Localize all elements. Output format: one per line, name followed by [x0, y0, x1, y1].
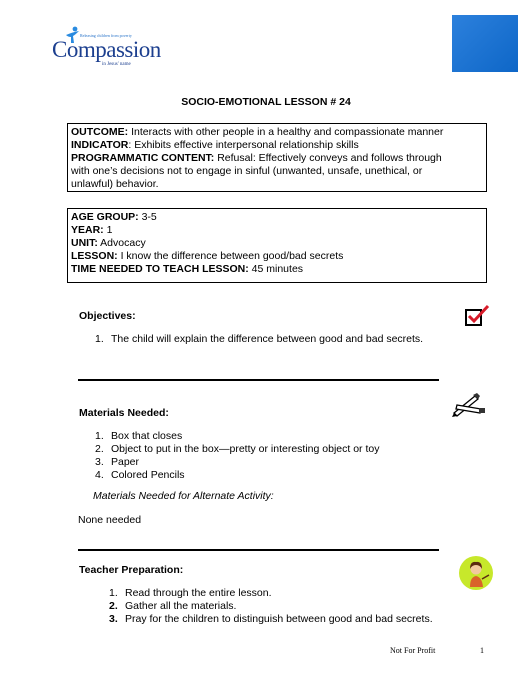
year-value: 1: [103, 224, 113, 236]
list-item: [95, 430, 455, 443]
list-item: [95, 443, 455, 456]
unit-line: [71, 237, 483, 250]
teacher-icon: [458, 555, 494, 591]
materials-list: [95, 430, 455, 482]
item-text: Box that closes: [111, 430, 183, 442]
time-label: TIME NEEDED TO TEACH LESSON:: [71, 263, 249, 275]
item-number: 3.: [95, 456, 104, 468]
item-number: 3.: [109, 613, 118, 625]
programmatic-line: [71, 152, 483, 165]
year-line: [71, 224, 483, 237]
lesson-value: I know the difference between good/bad secrets: [117, 250, 344, 262]
outcome-line: [71, 126, 483, 139]
objectives-list: [95, 333, 455, 346]
lesson-info-box: [67, 208, 487, 283]
item-text: Pray for the children to distinguish between good and bad secrets.: [125, 613, 433, 625]
lesson-label: LESSON:: [71, 250, 118, 262]
programmatic-line-3: unlawful) behavior.: [71, 178, 159, 190]
logo-tagline: Releasing children from poverty: [80, 33, 132, 38]
programmatic-text: Refusal: Effectively conveys and follows through: [214, 152, 442, 164]
outcome-text: Interacts with other people in a healthy and compassionate manner: [128, 126, 444, 138]
time-line: [71, 263, 483, 276]
year-label: YEAR:: [71, 224, 104, 236]
item-text: Paper: [111, 456, 140, 468]
teacher-prep-heading: Teacher Preparation:: [79, 564, 184, 576]
programmatic-label: PROGRAMMATIC CONTENT:: [71, 152, 215, 164]
age-group-value: 3-5: [138, 211, 157, 223]
indicator-line: [71, 139, 483, 152]
outcome-box: [67, 123, 487, 192]
programmatic-line-2: with one’s decisions not to engage in sinful (unwanted, unsafe, unethical, or: [71, 165, 423, 177]
pencils-icon: [451, 392, 487, 418]
alternate-materials-heading: Materials Needed for Alternate Activity:: [93, 490, 274, 502]
lesson-title: SOCIO-EMOTIONAL LESSON # 24: [181, 96, 351, 108]
indicator-label: INDICATOR: [71, 139, 129, 151]
materials-heading: Materials Needed:: [79, 407, 169, 419]
unit-value: Advocacy: [97, 237, 146, 249]
item-number: 2.: [109, 600, 118, 612]
teacher-prep-list: [109, 587, 469, 626]
outcome-label: OUTCOME:: [71, 126, 129, 138]
objectives-heading: Objectives:: [79, 310, 136, 322]
indicator-text: : Exhibits effective interpersonal relationship skills: [128, 139, 359, 151]
item-number: 1.: [95, 333, 104, 345]
decorative-blue-block: [452, 15, 518, 72]
lesson-line: [71, 250, 483, 263]
list-item: [109, 613, 469, 626]
item-text: Read through the entire lesson.: [125, 587, 272, 599]
footer-label: Not For Profit: [390, 646, 436, 655]
item-text: The child will explain the difference between good and bad secrets.: [111, 333, 424, 345]
item-number: 4.: [95, 469, 104, 481]
item-number: 1.: [95, 430, 104, 442]
list-item: [109, 587, 469, 600]
section-divider: [78, 549, 439, 551]
list-item: [95, 456, 455, 469]
section-divider: [78, 379, 439, 381]
item-text: Gather all the materials.: [125, 600, 237, 612]
list-item: [109, 600, 469, 613]
compassion-logo: [52, 26, 164, 68]
unit-label: UNIT:: [71, 237, 98, 249]
item-number: 2.: [95, 443, 104, 455]
time-value: 45 minutes: [248, 263, 304, 275]
page-number: 1: [480, 646, 484, 655]
age-group-label: AGE GROUP:: [71, 211, 139, 223]
item-number: 1.: [109, 587, 118, 599]
logo-wordmark: Compassion: [52, 37, 161, 62]
item-text: Object to put in the box—pretty or interesting object or toy: [111, 443, 380, 455]
list-item: [95, 469, 455, 482]
checkbox-check-icon: [464, 304, 490, 328]
logo-subline: in Jesus' name: [102, 62, 131, 67]
item-text: Colored Pencils: [111, 469, 185, 481]
age-group-line: [71, 211, 483, 224]
alternate-materials-text: None needed: [78, 514, 142, 526]
list-item: [95, 333, 455, 346]
